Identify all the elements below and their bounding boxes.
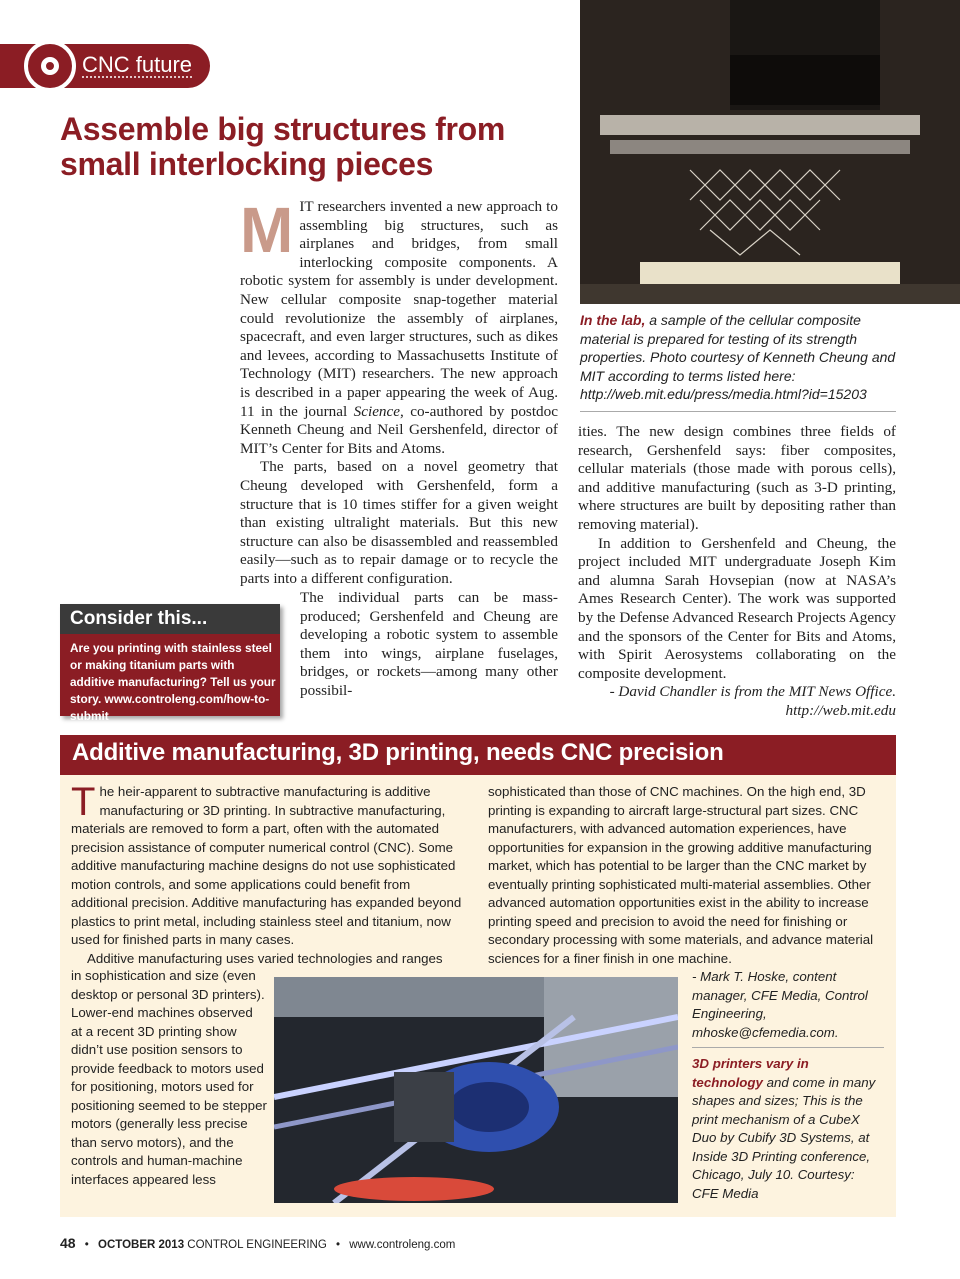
consider-text: Are you printing with stainless steel or making titanium parts with additive manufacturing? Tell us your story. www.controleng.com/how-to-submit [70, 641, 276, 723]
section-tag-divider [82, 76, 192, 80]
printer-photo-illustration [274, 977, 678, 1203]
gear-icon [24, 40, 76, 92]
lab-photo [580, 0, 960, 304]
additive-paragraph: Additive manufacturing uses varied technologies and ranges [87, 950, 443, 966]
caption-lead: In the lab, [580, 312, 646, 328]
additive-divider [692, 1047, 884, 1048]
article-paragraph: The individual parts can be mass-produced; Gershenfeld and Cheung are developing a robotic system to assemble them into wings, airplane fuselages, bridges, or rockets—among many other possibil- [300, 589, 558, 699]
article-paragraph: MIT researchers invented a new approach to assembling big structures, such as airplanes and bridges, from small interlocking composite components. A robotic system for assembly is under development. New cellular composite snap-together material could revolutionize the assembly of airplanes, spacecraft, and even larger structures, such as dikes and levees, according to Massachusetts Institute of Technology (MIT) researchers. The new approach is described in a paper appearing the week of Aug. 11 in the journal Science, co-authored by postdoc Kenneth Cheung and Neil Gershenfeld, director of MIT’s Center for Bits and Atoms. [240, 194, 558, 457]
article-byline: - David Chandler is from the MIT News Office. http://web.mit.edu [609, 683, 896, 719]
additive-column-2 [488, 783, 886, 968]
article-paragraph: The parts, based on a novel geometry that Cheung developed with Gershenfeld, form a structure that is 10 times stiffer for a given weight than existing ultralight materials. But this new structure can also be disassembled and reassembled easily—such as to repair damage or to recycle the parts into a different configuration. [240, 458, 558, 587]
magazine-name: CONTROL ENGINEERING [187, 1239, 327, 1251]
caption-divider [580, 411, 896, 412]
additive-title: Additive manufacturing, 3D printing, needs CNC precision [72, 739, 724, 766]
additive-column-1-wrap [71, 967, 267, 1189]
article-dropcap: M [240, 194, 294, 266]
printer-photo [274, 977, 678, 1203]
additive-byline: - Mark T. Hoske, content manager, CFE Media, Control Engineering, mhoske@cfemedia.com. [692, 969, 868, 1040]
additive-dropcap: T [71, 780, 96, 824]
page-footer [60, 1235, 455, 1251]
consider-title: Consider this... [70, 608, 208, 629]
page-number: 48 [60, 1235, 76, 1251]
additive-paragraph: in sophistication and size (even desktop or personal 3D printers). Lower-end machines observed at a recent 3D printing show didn’t use position sensors to provide feedback to motors used for positioning, motors used for positioning seemed to be stepper motors (generally less precise than servo motors), and the controls and human-machine interfaces appeared less [71, 968, 267, 1187]
lab-photo-illustration [580, 0, 960, 304]
additive-paragraph: The heir-apparent to subtractive manufacturing is additive manufacturing or 3D printing. In subtractive manufacturing, materials are removed to form a part, often with the automated precision assistance of computer numerical control (CNC). Some additive manufacturing machine designs do not use sophisticated motion controls, and some applications could benefit from additional precision. Additive manufacturing has expanded beyond plastics to print metal, including stainless steel and titanium, now used for finished parts in many cases. [71, 780, 462, 947]
footer-url: www.controleng.com [349, 1239, 456, 1251]
footer-separator: • [84, 1239, 89, 1251]
article-paragraph: In addition to Gershenfeld and Cheung, the project included MIT undergraduate Joseph Kim and alumna Sarah Hovsepian (now at NASA’s Ames Research Center). The work was supported by the Defense Advanced Research Projects Agency and the sponsors of the Center for Bits and Atoms, with Spirit Aerosystems collaborating on the composite development. [578, 534, 896, 682]
lab-photo-caption: In the lab, a sample of the cellular composite material is prepared for testing of its strength properties. Photo courtesy of Kenneth Cheung and MIT according to terms listed here: http://web.mit.edu/press/media.html?id=15203 [580, 312, 896, 403]
section-tag-label: CNC future [82, 52, 193, 77]
additive-paragraph: sophisticated than those of CNC machines. On the high end, 3D printing is expanding to aircraft large-structural part sizes. CNC manufacturers, with advanced automation experiences, have opportunities for expansion in the growing additive manufacturing market, which has potential to be larger than the CNC market by eventually printing sophisticated multi-material assemblies. Other advanced automation opportunities exist in the ability to increase printing speed and precision to avoid the need for finishing or secondary processing with some materials, and advance material sciences for a finer finish in one machine. [488, 784, 874, 966]
additive-column-1 [71, 780, 469, 968]
issue-date: OCTOBER 2013 [98, 1239, 185, 1251]
journal-name: Science [353, 402, 401, 420]
article-headline: Assemble big structures from small interlocking pieces [60, 111, 506, 182]
printer-photo-caption: 3D printers vary in technology and come in many shapes and sizes; This is the print mechanism of a CubeX Duo by Cubify 3D Systems, at Inside 3D Printing conference, Chicago, July 10. Courtesy: CFE Media [692, 1056, 876, 1201]
caption-lead: 3D printers vary in technology [692, 1056, 809, 1090]
footer-separator: • [336, 1239, 341, 1251]
article-column-1b [300, 589, 558, 701]
article-column-2 [578, 423, 896, 721]
article-paragraph: ities. The new design combines three fields of research, Gershenfeld says: fiber composites, cellular materials (those made with porous cells), and additive manufacturing (such as 3-D printing, where structures are built by depositing rather than removing material). [578, 423, 896, 533]
article-column-1 [240, 194, 558, 588]
